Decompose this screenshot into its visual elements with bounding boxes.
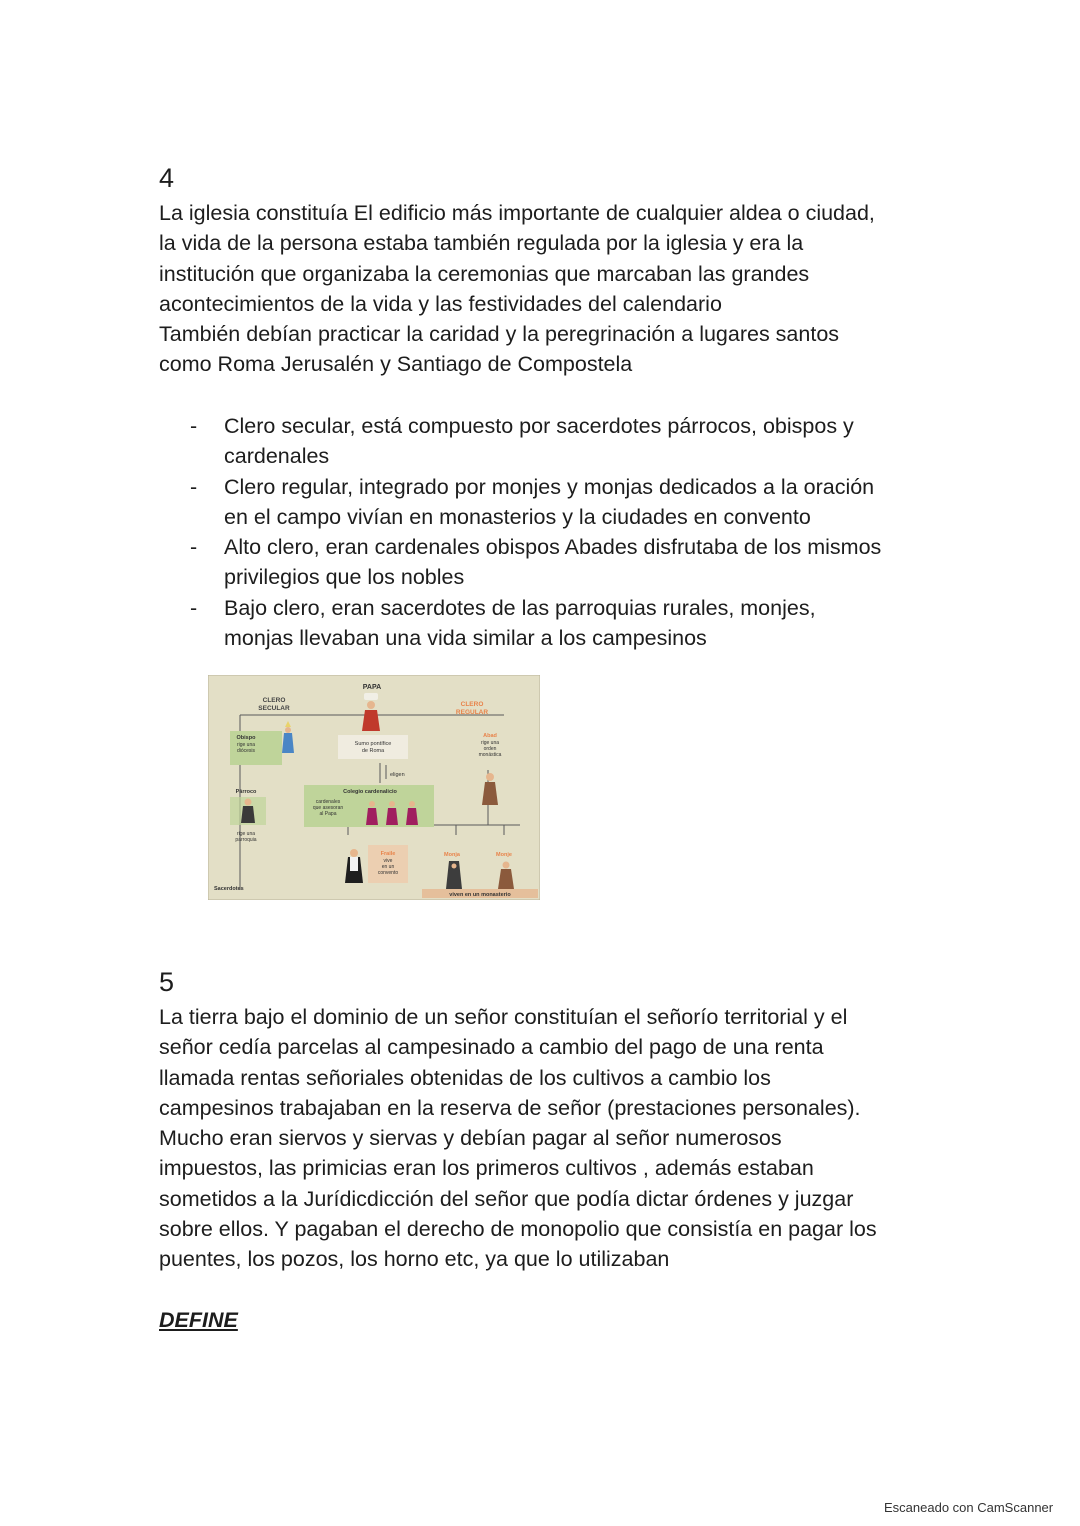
clergy-bullet-list — [190, 411, 950, 653]
bullet-item-bajo-clero — [190, 593, 950, 654]
bullet-dash: - — [190, 595, 198, 620]
label-parroquia-1: rige una — [236, 831, 256, 837]
bullet-item-clero-regular — [190, 472, 950, 533]
label-abad: Abad — [483, 733, 497, 739]
label-monje: Monje — [496, 852, 512, 858]
cardinals-figures — [366, 801, 418, 825]
label-clero-regular-1: CLERO — [460, 701, 484, 708]
label-fraile-desc-1: vive — [383, 858, 393, 864]
paragraph-line: señor cedía parcelas al campesinado a cambio del pago de una renta — [159, 1035, 824, 1060]
bullet-line: privilegios que los nobles — [224, 565, 465, 590]
bullet-item-clero-secular — [190, 411, 950, 472]
bullet-dash: - — [190, 414, 198, 438]
label-clero-secular-2: SECULAR — [258, 705, 290, 712]
label-papa: PAPA — [362, 684, 382, 691]
bullet-item-alto-clero — [190, 532, 950, 593]
label-sumo-2: de Roma — [361, 748, 385, 754]
camscanner-watermark: Escaneado con CamScanner — [884, 1500, 1054, 1515]
label-parroco: Párroco — [235, 789, 257, 795]
label-fraile: Fraile — [380, 851, 396, 857]
bullet-line: Alto clero, eran cardenales obispos Abades disfrutaba de los mismos — [224, 535, 882, 560]
label-colegio: Colegio cardenalicio — [343, 789, 397, 795]
sumo-box — [338, 735, 408, 759]
label-obispo-desc-1: rige una — [236, 742, 256, 748]
label-fraile-desc-3: convento — [377, 870, 399, 876]
label-abad-desc-2: orden — [483, 746, 497, 752]
label-fraile-desc-2: en un — [381, 864, 395, 870]
paragraph-line: También debían practicar la caridad y la peregrinación a lugares santos — [159, 322, 840, 347]
label-obispo: Obispo — [236, 735, 256, 741]
label-parroquia-2: parroquia — [235, 837, 257, 843]
bullet-line: cardenales — [224, 444, 330, 469]
paragraph-line: Mucho eran siervos y siervas y debían pagar al señor numerosos — [159, 1126, 782, 1151]
bullet-line: monjas llevaban una vida similar a los campesinos — [224, 626, 707, 651]
paragraph-line: sometidos a la Jurídicdicción del señor que podía dictar órdenes y juzgar — [159, 1186, 854, 1211]
paragraph-line: campesinos trabajaban en la reserva de señor (prestaciones personales). — [159, 1095, 861, 1120]
bullet-line: en el campo vivían en monasterios y la ciudades en convento — [224, 504, 811, 529]
label-cardenales-3: al Papa — [319, 811, 337, 817]
label-clero-regular-2: REGULAR — [455, 709, 489, 716]
label-eligen: eligen — [390, 772, 405, 778]
paragraph-line: como Roma Jerusalén y Santiago de Compostela — [159, 352, 633, 377]
paragraph-line: puentes, los pozos, los horno etc, ya que lo utilizaban — [159, 1247, 670, 1272]
bullet-line: Clero regular, integrado por monjes y monjas dedicados a la oración — [224, 474, 875, 499]
bullet-dash: - — [190, 535, 198, 560]
paragraph-line: llamada rentas señoriales obtenidas de los cultivos a cambio los — [159, 1065, 771, 1090]
label-sacerdotes: Sacerdotes — [214, 886, 244, 892]
section-4-number: 4 — [159, 163, 175, 193]
label-abad-desc-3: monástica — [478, 752, 502, 758]
paragraph-line: institución que organizaba la ceremonias que marcaban las grandes — [159, 261, 810, 286]
paragraph-line: sobre ellos. Y pagaban el derecho de monopolio que consistía en pagar los — [159, 1217, 877, 1242]
label-clero-secular-1: CLERO — [262, 697, 286, 704]
paragraph-line: impuestos, las primicias eran los primeros cultivos , además estaban — [159, 1156, 814, 1181]
section-4-paragraph — [159, 198, 949, 380]
paragraph-line: La tierra bajo el dominio de un señor constituían el señorío territorial y el — [159, 1005, 848, 1029]
paragraph-line: la vida de la persona estaba también regulada por la iglesia y era la — [159, 231, 804, 256]
section-5-number: 5 — [159, 967, 175, 997]
label-monasterio: viven en un monasterio — [449, 892, 511, 898]
section-5-paragraph — [159, 1002, 949, 1275]
label-monja: Monja — [444, 852, 460, 858]
label-cardenales-2: que asesoran — [312, 805, 344, 811]
label-obispo-desc-2: diócesis — [236, 748, 256, 754]
label-sumo-1: Sumo pontífice — [354, 741, 392, 747]
bullet-line: Clero secular, está compuesto por sacerdotes párrocos, obispos y — [224, 414, 854, 438]
bullet-line: Bajo clero, eran sacerdotes de las parroquias rurales, monjes, — [224, 595, 816, 620]
paragraph-line: La iglesia constituía El edificio más importante de cualquier aldea o ciudad, — [159, 201, 875, 225]
bullet-dash: - — [190, 474, 198, 499]
clergy-hierarchy-diagram — [208, 675, 540, 900]
define-heading: DEFINE — [159, 1308, 238, 1332]
label-abad-desc-1: rige una — [480, 740, 500, 746]
paragraph-line: acontecimientos de la vida y las festividades del calendario — [159, 291, 722, 316]
label-cardenales-1: cardenales — [315, 799, 341, 805]
